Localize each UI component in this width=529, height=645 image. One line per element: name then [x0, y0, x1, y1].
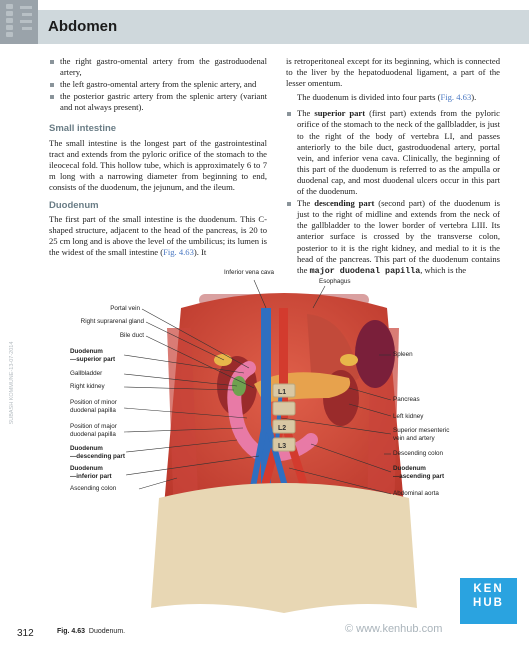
side-watermark	[2, 300, 15, 470]
label-text: duodenal papilla	[70, 406, 116, 414]
figure-reference-link[interactable]: Fig. 4.63	[163, 247, 194, 258]
paragraph-text: (first part) extends from the pyloric orifice of the stomach to the neck of the gallbladder, is just to the right of the body of vertebra LI, and passes anteriorly to the bile duct, gastroduodenal artery, portal vein, and inferior vena cava. Clinically, the beginning of this part of the duodenum is referred to as the ampulla or duodenal cap, and most duodenal ulcers occur in this part of the duodenum.	[297, 108, 501, 197]
figure-reference-link[interactable]: Fig. 4.63	[440, 92, 472, 103]
page-number: 312	[17, 628, 34, 639]
figure-caption	[57, 628, 125, 635]
paragraph-divided	[286, 92, 500, 103]
label-superior-mesenteric	[393, 427, 449, 442]
list-item: the posterior gastric artery from the splenic artery (variant and not always present).	[49, 91, 267, 113]
term-superior-part: superior part	[314, 108, 366, 119]
paragraph-text: The first part of the small intestine is the duodenum. This C-shaped structure, adjacent to the head of the pancreas, is 20 to 25 cm long and is above the level of the umbilicus; its lumen is the widest of the small intestine (	[49, 214, 267, 258]
paragraph-duodenum	[49, 214, 267, 258]
label-duodenum-descending	[70, 445, 125, 460]
label-descending-colon: Descending colon	[393, 450, 444, 457]
label-text: Duodenum	[70, 445, 103, 452]
label-text: Position of major	[70, 423, 117, 430]
label-text: —superior part	[70, 355, 116, 363]
label-text: —inferior part	[70, 472, 112, 480]
paragraph-small-intestine: The small intestine is the longest part of the gastrointestinal tract and extends from the pyloric orifice of the stomach to the ileocecal fold. This hollow tube, which is approximately 6 to 7 m long with a narrowing diameter from beginning to end, consists of the duodenum, the jejunum, and the ileum.	[49, 137, 267, 192]
paragraph-text: ).	[471, 92, 477, 103]
label-text: Duodenum	[70, 348, 103, 355]
label-gallbladder: Gallbladder	[70, 370, 103, 377]
label-text: vein and artery	[393, 434, 435, 442]
label-inferior-vena-cava: Inferior vena cava	[224, 269, 275, 276]
label-text: Duodenum	[70, 465, 103, 472]
vertebra-label-l1: L1	[278, 389, 287, 396]
paragraph-text: The duodenum is divided into four parts (	[297, 92, 441, 103]
left-suprarenal-shape	[340, 354, 358, 366]
label-left-kidney: Left kidney	[393, 413, 424, 420]
page-title: Abdomen	[38, 10, 529, 44]
left-column	[49, 56, 267, 262]
list-item: the left gastro-omental artery from the splenic artery, and	[49, 79, 267, 90]
label-spleen: Spleen	[393, 351, 413, 358]
right-suprarenal-shape	[214, 354, 232, 366]
paragraph-text: The	[297, 198, 315, 209]
header-spine-band	[0, 0, 38, 44]
label-text: —ascending part	[393, 472, 445, 480]
caption-number: Fig. 4.63	[57, 628, 86, 635]
spine-thumbnail-icon	[0, 0, 38, 44]
paragraph-text: (second part) of the duodenum is just to the right of midline and extends from the neck of the gallbladder to the lower border of vertebra LIII. Its anterior surface is crossed by the transverse colon, posterior to it is the right kidney, and medial to it is the head of the pancreas. This part of the duodenum contains the	[297, 198, 501, 275]
vertebra-label-l3: L3	[278, 443, 287, 450]
list-item-descending-part	[286, 198, 500, 277]
label-duodenum-superior	[70, 348, 115, 363]
list-item: the right gastro-omental artery from the gastroduodenal artery,	[49, 56, 267, 78]
paragraph-continuation: is retroperitoneal except for its beginning, which is connected to the liver by the hepatoduodenal ligament, a part of the lesser omentum.	[286, 56, 500, 89]
label-text: Duodenum	[393, 465, 426, 472]
label-text: duodenal papilla	[70, 430, 116, 438]
logo-text: HUB	[473, 597, 504, 609]
right-column	[286, 56, 500, 278]
vertebra-label-l2: L2	[278, 425, 287, 432]
term-descending-part: descending part	[314, 198, 375, 209]
pelvis-bone	[151, 483, 417, 613]
logo-text: KEN	[473, 583, 504, 595]
paragraph-text: ). It	[193, 247, 207, 258]
label-text: —descending part	[70, 452, 125, 460]
page-header	[0, 0, 529, 44]
label-minor-papilla	[70, 399, 117, 414]
label-duodenum-ascending	[393, 465, 444, 480]
term-major-duodenal-papilla: major duodenal papilla	[309, 265, 421, 276]
label-esophagus: Esophagus	[319, 278, 351, 285]
label-duodenum-inferior	[70, 465, 112, 480]
spleen-shape	[355, 320, 395, 388]
label-bile-duct: Bile duct	[119, 332, 144, 339]
kenhub-logo[interactable]	[460, 578, 517, 624]
section-heading-duodenum: Duodenum	[49, 200, 99, 212]
label-abdominal-aorta: Abdominal aorta	[393, 490, 439, 497]
label-text: Superior mesenteric	[393, 427, 450, 434]
paragraph-text: The	[297, 108, 315, 119]
label-pancreas: Pancreas	[393, 396, 420, 403]
list-item-superior-part	[286, 108, 500, 197]
paragraph-text: , which is the	[420, 264, 467, 275]
side-watermark-text: SUBASH KOMMUNE-13-07-2014	[9, 341, 15, 425]
label-major-papilla	[70, 423, 117, 438]
label-right-kidney: Right kidney	[70, 383, 105, 390]
label-ascending-colon: Ascending colon	[70, 485, 117, 492]
label-portal-vein: Portal vein	[110, 305, 140, 312]
label-right-suprarenal-gland: Right suprarenal gland	[80, 318, 144, 325]
label-text: Position of minor	[70, 399, 117, 406]
section-heading-small-intestine: Small intestine	[49, 123, 117, 135]
watermark-text: © www.kenhub.com	[345, 623, 443, 635]
anatomy-figure	[49, 265, 510, 620]
gallbladder-shape	[232, 376, 246, 396]
caption-text: Duodenum.	[88, 628, 126, 635]
